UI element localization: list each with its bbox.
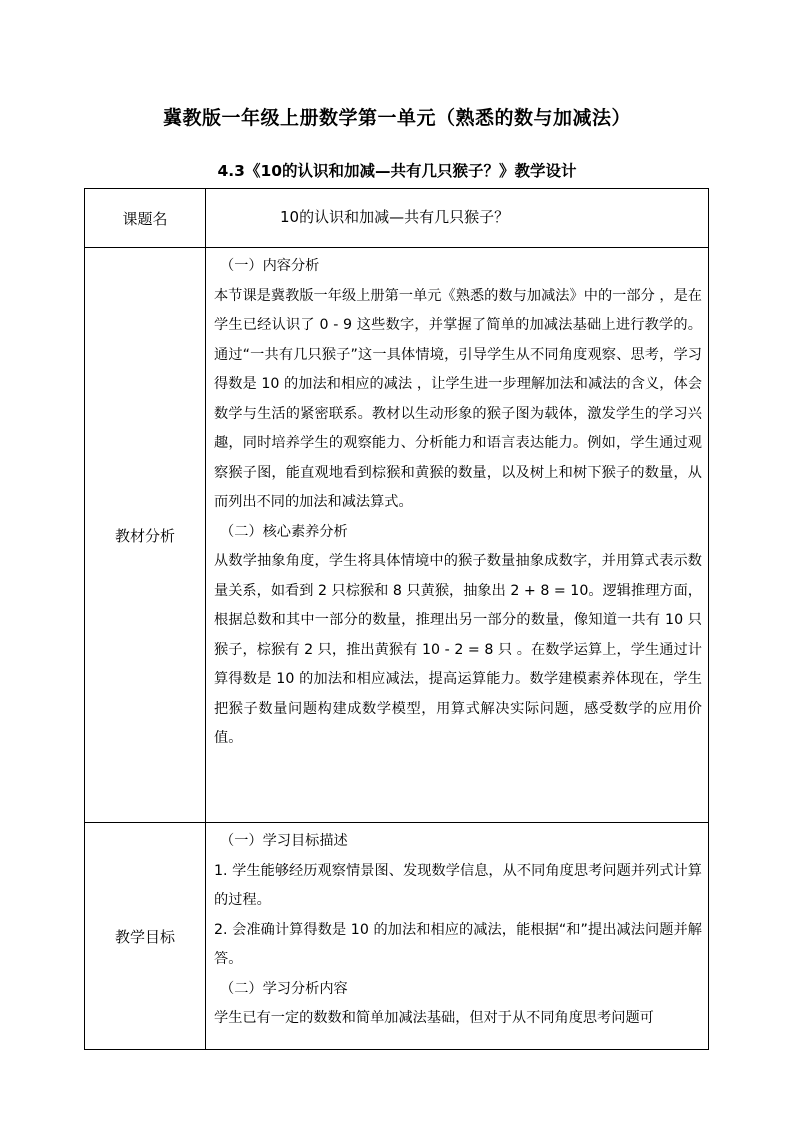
document-title: 冀教版一年级上册数学第一单元（熟悉的数与加减法）: [162, 107, 631, 129]
content-analysis-paragraph: 本节课是冀教版一年级上册第一单元《熟悉的数与加减法》中的一部分 ，是在学生已经认识了 0 - 9 这些数字，并掌握了简单的加减法基础上进行教学的。通过“一共有几只猴子”这一具体情境，引导学生从不同角度观察、思考，学习得数是 10 的加法和相应的减法 ，让学生进一步理解加法和减法的含义，体会数学与生活的紧密联系。教材以生动形象的猴子图为载体，激发学生的学习兴趣，同时培养学生的观察能力、分析能力和语言表达能力。例如，学生通过观察猴子图，能直观地看到棕猴和黄猴的数量，以及树上和树下猴子的数量，从而列出不同的加法和减法算式。: [214, 287, 702, 510]
table-row-teaching-goals: [85, 823, 709, 1050]
learning-goal-item-2: 2. 会准确计算得数是 10 的加法和相应的减法，能根据“和”提出减法问题并解答。: [214, 921, 702, 967]
teaching-goals-label: 教学目标: [85, 823, 206, 1050]
core-literacy-heading: （二）核心素养分析: [220, 523, 348, 540]
learning-analysis-paragraph: 学生已有一定的数数和简单加减法基础，但对于从不同角度思考问题可: [214, 1010, 654, 1026]
content-analysis-heading: （一）内容分析: [220, 258, 320, 274]
textbook-analysis-label: 教材分析: [85, 248, 206, 823]
table-row-textbook-analysis: [85, 248, 709, 823]
learning-analysis-heading: （二）学习分析内容: [220, 980, 348, 997]
learning-goals-heading: （一）学习目标描述: [220, 833, 348, 849]
table-row-topic: [85, 189, 709, 248]
topic-value: 10的认识和加减—共有几只猴子？: [206, 189, 709, 248]
topic-label: 课题名: [85, 189, 206, 248]
document-subtitle: 4.3《10的认识和加减—共有几只猴子？》教学设计: [217, 162, 577, 180]
learning-goal-item-1: 1. 学生能够经历观察情景图、发现数学信息，从不同角度思考问题并列式计算的过程。: [214, 862, 702, 908]
lesson-plan-table: [84, 188, 709, 1050]
core-literacy-paragraph: 从数学抽象角度，学生将具体情境中的猴子数量抽象成数字，并用算式表示数量关系，如看到 2 只棕猴和 8 只黄猴，抽象出 2 + 8 = 10。逻辑推理方面，根据总数和其中一部分的数量，推理出另一部分的数量，像知道一共有 10 只猴子，棕猴有 2 只，推出黄猴有 10 - 2 = 8 只 。在数学运算上，学生通过计算得数是 10 的加法和相应减法，提高运算能力。数学建模素养体现在，学生把猴子数量问题构建成数学模型，用算式解决实际问题，感受数学的应用价值。: [214, 553, 702, 746]
textbook-analysis-content: [206, 248, 709, 823]
teaching-goals-content: [206, 823, 709, 1050]
